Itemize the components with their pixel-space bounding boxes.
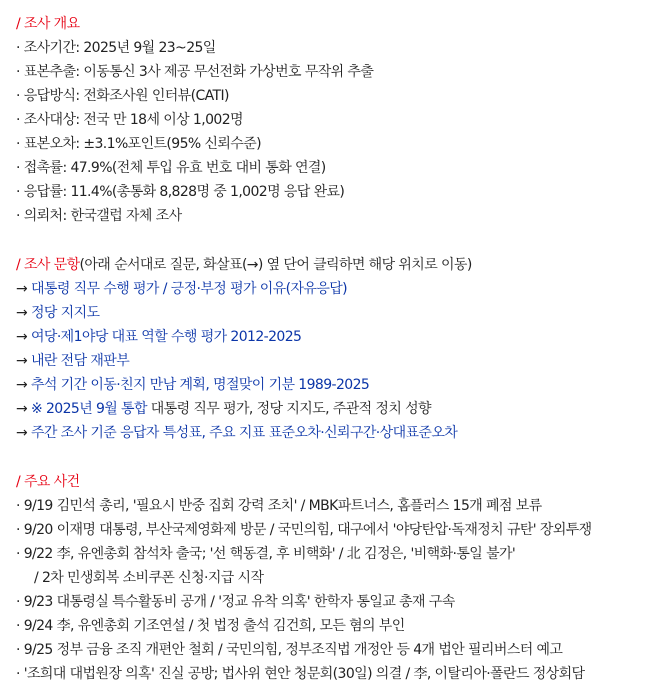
question-item: [16, 325, 660, 349]
overview-item: · 표본추출: 이동통신 3사 제공 무선전화 가상번호 무작위 추출: [16, 64, 374, 80]
overview-item: · 의뢰처: 한국갤럽 자체 조사: [16, 208, 182, 224]
arrow-icon: →: [16, 401, 31, 417]
question-item: [16, 301, 660, 325]
event-item: · 9/25 정부 금융 조직 개편안 철회 / 국민의힘, 정부조직법 개정안 등 4개 법안 필리버스터 예고: [16, 642, 563, 658]
overview-item: · 조사기간: 2025년 9월 23~25일: [16, 40, 216, 56]
arrow-icon: →: [16, 281, 31, 297]
events-heading: / 주요 사건: [16, 474, 80, 490]
combined-link[interactable]: ※ 2025년 9월 통합: [30, 401, 147, 417]
question-link[interactable]: 추석 기간 이동·친지 만남 계획, 명절맞이 기분 1989-2025: [30, 377, 370, 393]
question-link[interactable]: 정당 지지도: [30, 305, 100, 321]
combined-description: 대통령 직무 평가, 정당 지지도, 주관적 정치 성향: [146, 401, 431, 417]
question-link[interactable]: 주간 조사 기준 응답자 특성표, 주요 지표 표준오차·신뢰구간·상대표준오차: [30, 425, 458, 441]
event-item-continuation: / 2차 민생회복 소비쿠폰 신청·지급 시작: [34, 570, 264, 586]
event-item: · 9/19 김민석 총리, '필요시 반중 집회 강력 조치' / MBK파트너스, 홈플러스 15개 폐점 보류: [16, 498, 542, 514]
arrow-icon: →: [16, 425, 31, 441]
overview-item: · 응답률: 11.4%(총통화 8,828명 중 1,002명 응답 완료): [16, 184, 345, 200]
question-link[interactable]: 여당·제1야당 대표 역할 수행 평가 2012-2025: [30, 329, 302, 345]
overview-item: · 조사대상: 전국 만 18세 이상 1,002명: [16, 112, 243, 128]
event-item: · 9/20 이재명 대통령, 부산국제영화제 방문 / 국민의힘, 대구에서 '야당탄압·독재정치 규탄' 장외투쟁: [16, 522, 592, 538]
questions-note: (아래 순서대로 질문, 화살표(→) 옆 단어 클릭하면 해당 위치로 이동): [79, 257, 472, 273]
event-item: · 9/24 李, 유엔총회 기조연설 / 첫 법정 출석 김건희, 모든 혐의 부인: [16, 618, 405, 634]
arrow-icon: →: [16, 377, 31, 393]
question-link[interactable]: 대통령 직무 수행 평가 / 긍정·부정 평가 이유(자유응답): [30, 281, 348, 297]
overview-item: · 응답방식: 전화조사원 인터뷰(CATI): [16, 88, 229, 104]
overview-item: · 접촉률: 47.9%(전체 투입 유효 번호 대비 통화 연결): [16, 160, 326, 176]
questions-heading: / 조사 문항: [16, 257, 80, 273]
event-item: · 9/23 대통령실 특수활동비 공개 / '정교 유착 의혹' 한학자 통일교 총재 구속: [16, 594, 455, 610]
question-item: [16, 277, 660, 301]
arrow-icon: →: [16, 353, 31, 369]
question-item: [16, 373, 660, 397]
question-item: [16, 349, 660, 373]
arrow-icon: →: [16, 329, 31, 345]
overview-item: · 표본오차: ±3.1%포인트(95% 신뢰수준): [16, 136, 262, 152]
questions-header: [16, 253, 660, 277]
question-link[interactable]: 내란 전담 재판부: [30, 353, 130, 369]
question-item: [16, 421, 660, 445]
question-item: [16, 397, 660, 421]
overview-heading: / 조사 개요: [16, 16, 80, 32]
event-item: · '조희대 대법원장 의혹' 진실 공방; 법사위 현안 청문회(30일) 의결 / 李, 이탈리아·폴란드 정상회담: [16, 666, 585, 682]
arrow-icon: →: [16, 305, 31, 321]
event-item: · 9/22 李, 유엔총회 참석차 출국; '선 핵동결, 후 비핵화' / 北 김정은, '비핵화·통일 불가': [16, 546, 516, 562]
